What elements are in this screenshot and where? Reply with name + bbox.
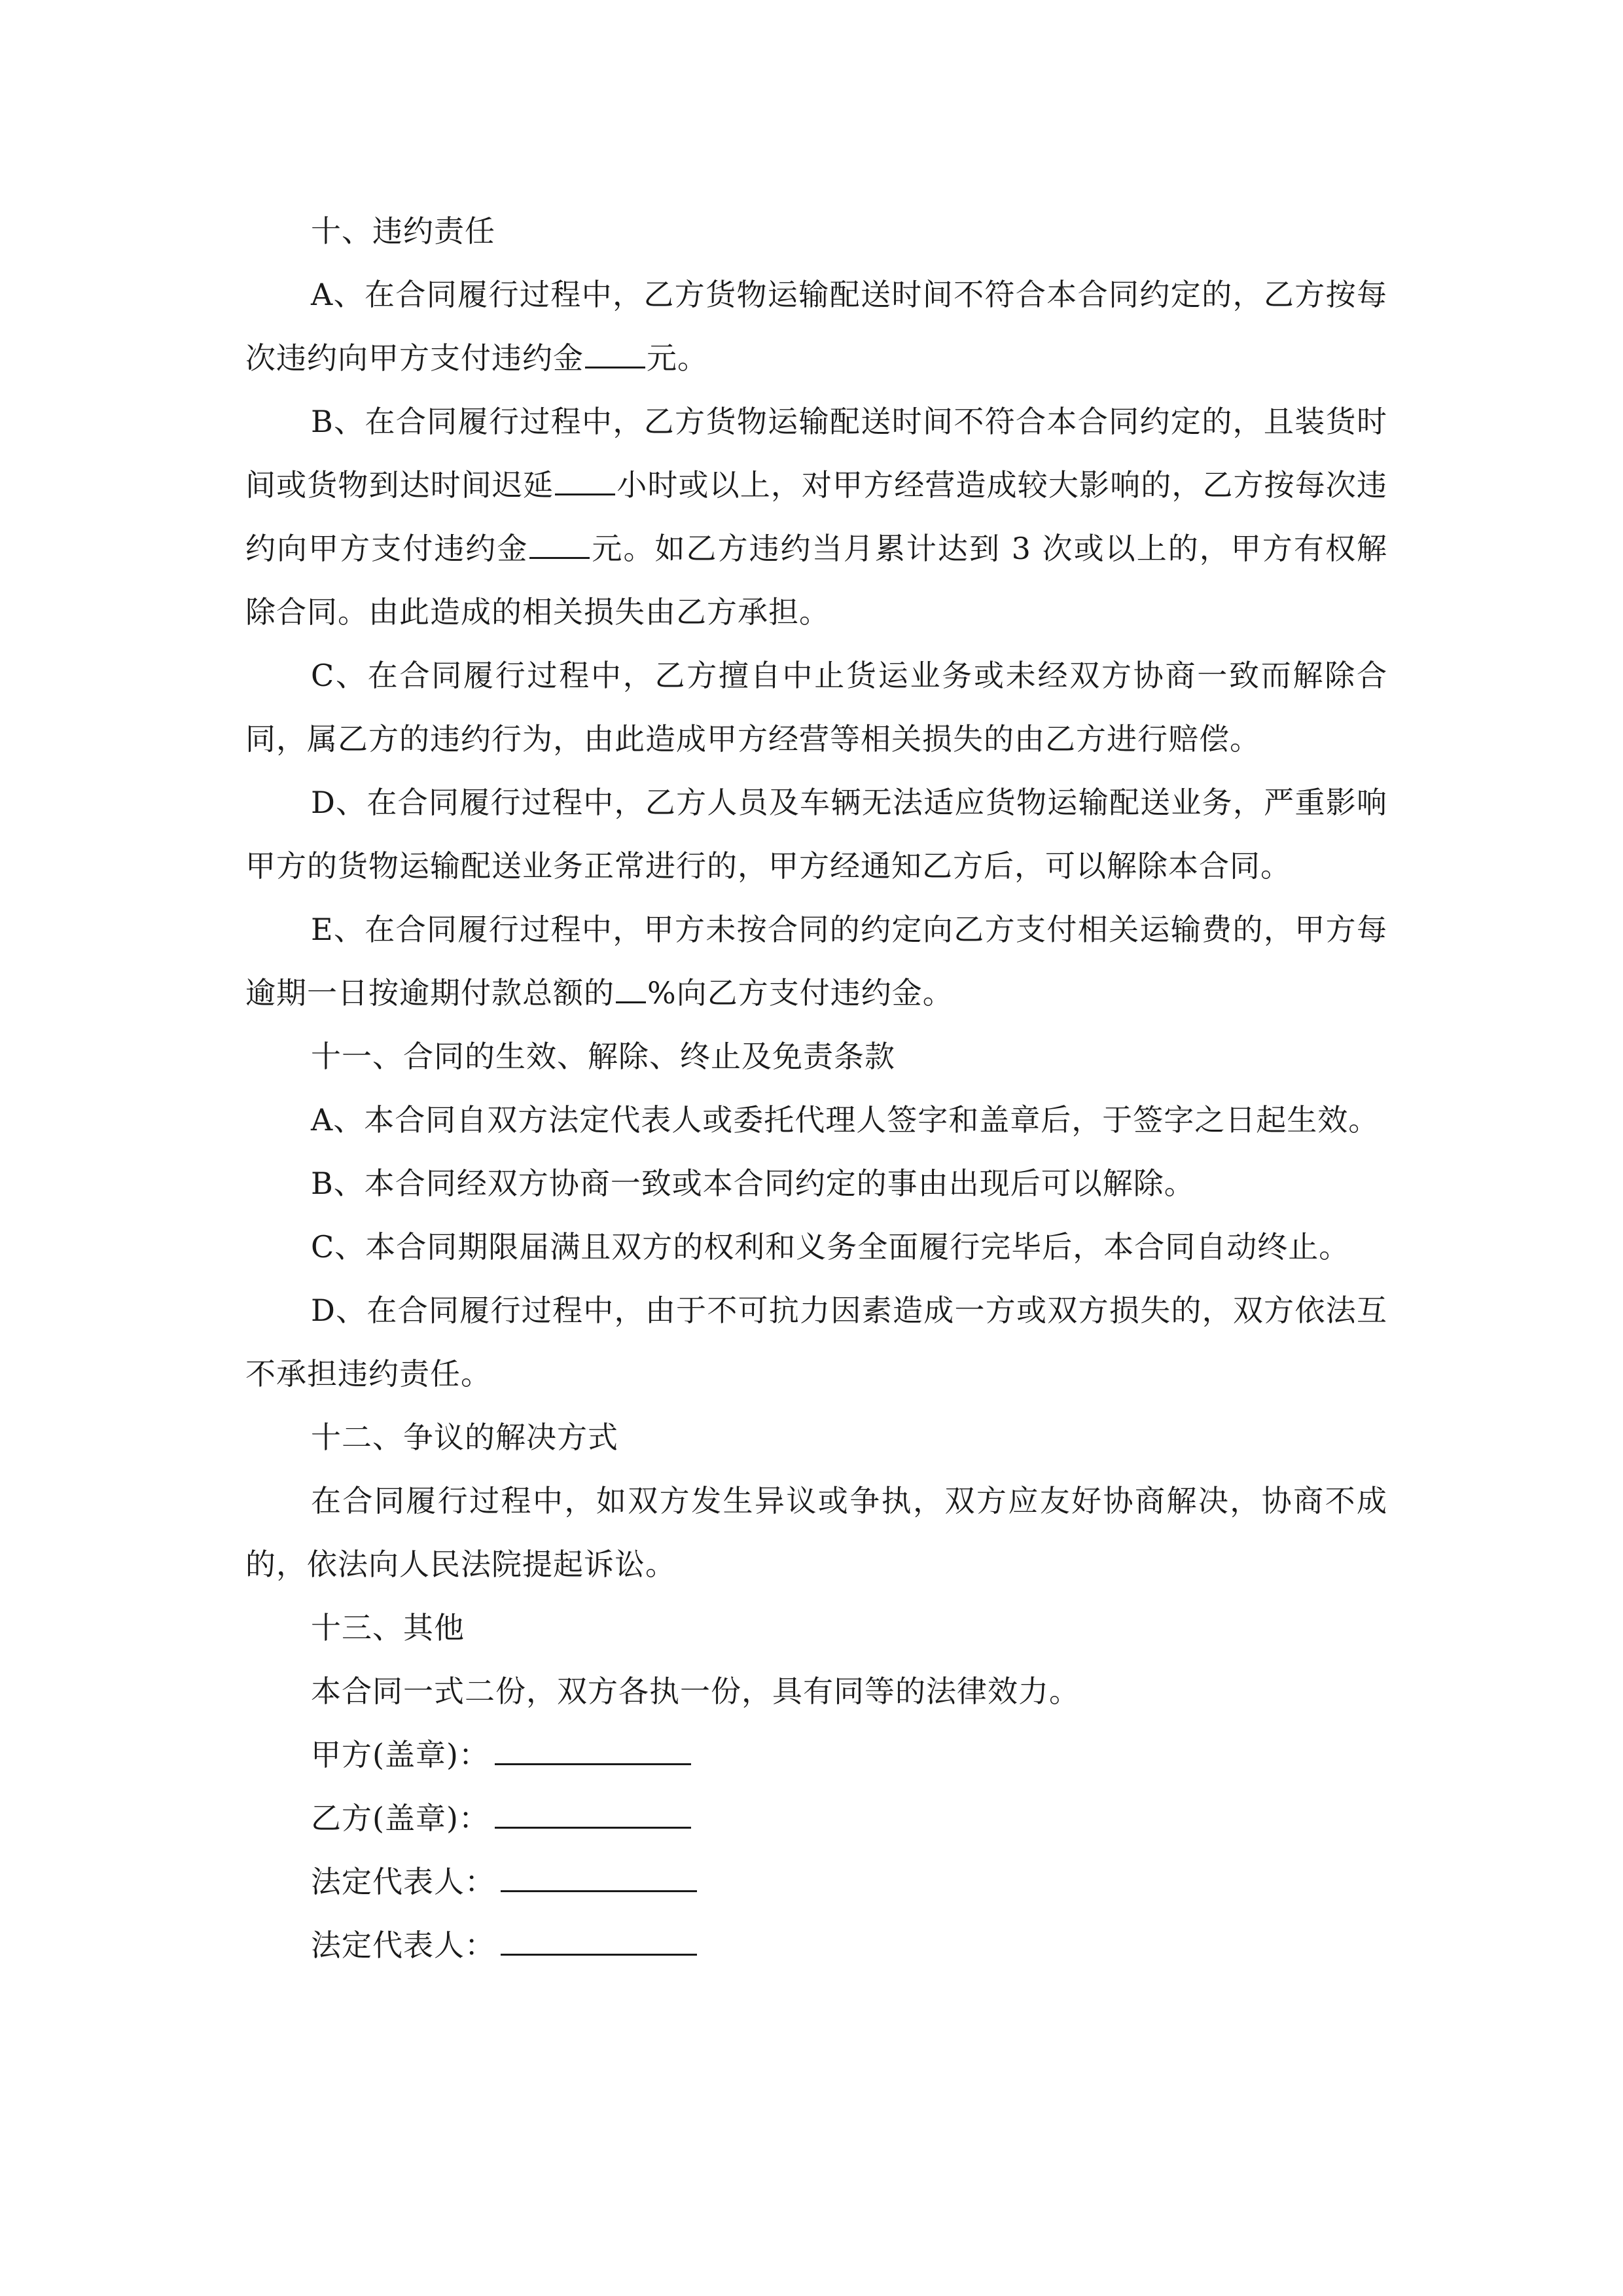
signature-party-b	[245, 1787, 1387, 1850]
signature-rep-2-line[interactable]	[501, 1925, 697, 1956]
clause-10-b-text: B、在合同履行过程中，乙方货物运输配送时间不符合本合同约定的，且装货时间或货物到达时间迟延	[245, 404, 1387, 503]
section-13-heading: 十三、其他	[311, 1610, 465, 1645]
clause-11-a: A、本合同自双方法定代表人或委托代理人签字和盖章后，于签字之日起生效。	[311, 1102, 1380, 1138]
penalty-amount-blank-2[interactable]	[529, 531, 590, 559]
clause-11-b: B、本合同经双方协商一致或本合同约定的事由出现后可以解除。	[311, 1166, 1195, 1201]
signature-rep-2	[245, 1914, 1387, 1977]
section-11-heading: 十一、合同的生效、解除、终止及免责条款	[311, 1039, 895, 1074]
clause-10-c: C、在合同履行过程中，乙方擅自中止货运业务或未经双方协商一致而解除合同，属乙方的违约行为，由此造成甲方经营等相关损失的由乙方进行赔偿。	[245, 658, 1387, 757]
clause-10-d: D、在合同履行过程中，乙方人员及车辆无法适应货物运输配送业务，严重影响甲方的货物运输配送业务正常进行的，甲方经通知乙方后，可以解除本合同。	[245, 785, 1387, 884]
signature-party-b-line[interactable]	[495, 1798, 691, 1829]
section-10-heading: 十、违约责任	[311, 213, 495, 249]
signature-party-a-line[interactable]	[495, 1734, 691, 1765]
signature-rep-1-line[interactable]	[501, 1861, 697, 1892]
clause-10-a-text-end: 元。	[647, 340, 708, 376]
penalty-amount-blank[interactable]	[585, 340, 645, 368]
contract-body	[245, 200, 1387, 1977]
clause-10-a	[245, 263, 1387, 390]
signature-party-a	[245, 1723, 1387, 1787]
clause-10-e	[245, 898, 1387, 1025]
signature-rep-1	[245, 1850, 1387, 1914]
clause-11-d: D、在合同履行过程中，由于不可抗力因素造成一方或双方损失的，双方依法互不承担违约责任。	[245, 1293, 1387, 1391]
clause-10-b	[245, 390, 1387, 644]
section-12-body: 在合同履行过程中，如双方发生异议或争执，双方应友好协商解决，协商不成的，依法向人民法院提起诉讼。	[245, 1483, 1387, 1582]
section-12-heading: 十二、争议的解决方式	[311, 1420, 618, 1455]
clause-11-c: C、本合同期限届满且双方的权利和义务全面履行完毕后，本合同自动终止。	[311, 1229, 1350, 1265]
section-13-body: 本合同一式二份，双方各执一份，具有同等的法律效力。	[311, 1674, 1080, 1709]
delay-hours-blank[interactable]	[555, 467, 615, 495]
signature-party-a-label: 甲方(盖章)：	[311, 1737, 490, 1772]
signature-rep-2-label: 法定代表人：	[311, 1928, 495, 1963]
penalty-percent-blank[interactable]	[616, 975, 646, 1003]
clause-10-b-text-end: 元。如乙方违约当月累计达到 3 次或以上的，甲方有权解除合同。由此造成的相关损失由乙方承担。	[245, 531, 1388, 630]
clause-10-b-text-mid: 小时或以上，对甲方经营造成较大影响的，乙方按每次违约向甲方支付违约金	[245, 467, 1388, 566]
signature-party-b-label: 乙方(盖章)：	[311, 1801, 490, 1836]
clause-10-e-text-end: %向乙方支付违约金。	[647, 975, 954, 1011]
clause-10-a-text: A、在合同履行过程中，乙方货物运输配送时间不符合本合同约定的，乙方按每次违约向甲方支付违约金	[245, 277, 1387, 376]
signature-rep-1-label: 法定代表人：	[311, 1864, 495, 1899]
clause-10-e-text: E、在合同履行过程中，甲方未按合同的约定向乙方支付相关运输费的，甲方每逾期一日按逾期付款总额的	[245, 912, 1387, 1011]
